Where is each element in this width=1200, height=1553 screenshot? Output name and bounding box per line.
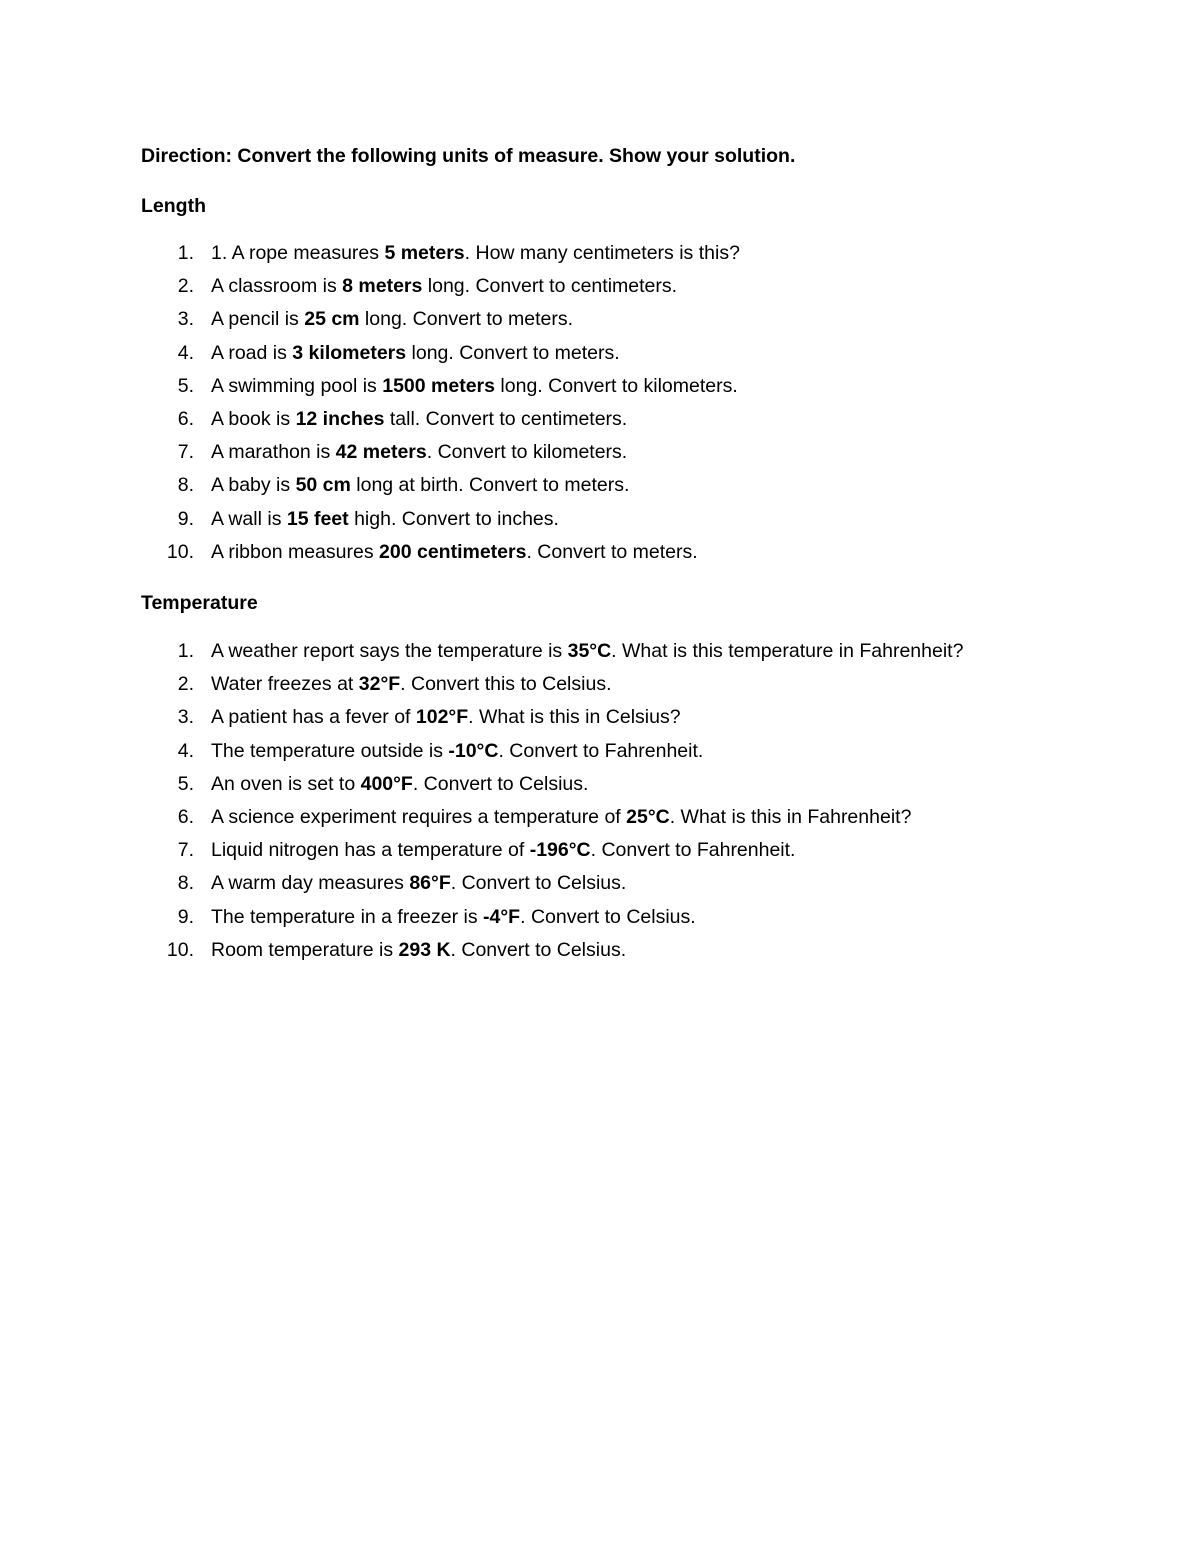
list-item-text	[211, 406, 627, 432]
list-item	[0, 273, 1200, 306]
list-item-text	[211, 804, 911, 830]
list-item-number: 10.	[166, 540, 194, 563]
list-item-text	[211, 704, 681, 730]
list-item-number: 5.	[177, 374, 194, 397]
list-item-number: 2.	[177, 275, 194, 298]
measurement-value: 3 kilometers	[292, 341, 407, 364]
question-text: A classroom is	[211, 275, 343, 298]
list-item	[0, 870, 1200, 903]
question-text: . Convert to meters.	[526, 540, 698, 563]
question-text: An oven is set to	[211, 772, 361, 795]
measurement-value: 15 feet	[286, 507, 349, 530]
list-item	[0, 472, 1200, 505]
measurement-value: 5 meters	[384, 242, 465, 264]
question-text: A book is	[211, 407, 296, 430]
measurement-value: -10°C	[448, 739, 499, 762]
question-text: . Convert to Fahrenheit.	[590, 839, 796, 862]
list-item-text	[211, 738, 703, 764]
question-text: high. Convert to inches.	[348, 507, 559, 530]
question-text: . Convert to Celsius.	[450, 872, 627, 895]
temperature-question-list	[0, 638, 1200, 970]
question-text: The temperature outside is	[211, 739, 449, 762]
list-item-number: 5.	[177, 772, 194, 795]
list-item	[0, 771, 1200, 804]
list-item-number: 9.	[177, 905, 194, 928]
list-item-text	[211, 306, 573, 332]
list-item-number: 6.	[177, 407, 194, 430]
list-item	[0, 804, 1200, 837]
question-text: . Convert to Fahrenheit.	[498, 739, 704, 762]
question-text: Liquid nitrogen has a temperature of	[211, 839, 530, 862]
measurement-value: 400°F	[360, 772, 413, 795]
list-item-number: 4.	[177, 341, 194, 364]
direction-text: Direction: Convert the following units of measure. Show your solution.	[141, 145, 796, 167]
measurement-value: 50 cm	[295, 474, 351, 497]
list-item	[0, 539, 1200, 572]
question-text: . What is this in Fahrenheit?	[669, 805, 912, 828]
measurement-value: 102°F	[415, 706, 469, 729]
list-item-number: 9.	[177, 507, 194, 530]
list-item	[0, 638, 1200, 671]
list-item-number: 8.	[177, 872, 194, 895]
section-heading-temperature: Temperature	[141, 592, 258, 614]
question-text: A warm day measures	[211, 872, 410, 895]
measurement-value: -196°C	[529, 839, 591, 862]
measurement-value: 32°F	[358, 673, 401, 696]
measurement-value: 200 centimeters	[379, 540, 527, 563]
list-item-text	[211, 904, 696, 930]
list-item-text	[211, 638, 963, 664]
list-item-text	[211, 240, 740, 266]
question-text: A science experiment requires a temperature of	[211, 805, 627, 828]
question-text: long. Convert to meters.	[406, 341, 620, 364]
list-item	[0, 937, 1200, 970]
question-text: The temperature in a freezer is	[211, 905, 484, 928]
question-text: A pencil is	[211, 308, 305, 331]
question-text: . Convert to kilometers.	[426, 441, 628, 464]
question-text: A weather report says the temperature is	[211, 640, 568, 662]
list-item-number: 10.	[166, 938, 194, 961]
list-item	[0, 240, 1200, 273]
list-item-text	[211, 671, 612, 697]
list-item	[0, 406, 1200, 439]
question-text: A swimming pool is	[211, 374, 383, 397]
list-item-number: 3.	[177, 308, 194, 331]
measurement-value: 42 meters	[335, 441, 427, 464]
question-text: Water freezes at	[211, 673, 359, 696]
question-text: 1. A rope measures	[211, 242, 385, 264]
list-item-number: 6.	[177, 805, 194, 828]
question-text: A wall is	[211, 507, 287, 530]
question-text: long. Convert to centimeters.	[422, 275, 678, 298]
list-item	[0, 837, 1200, 870]
list-item-number: 7.	[177, 441, 194, 464]
measurement-value: 1500 meters	[382, 374, 495, 397]
question-text: long. Convert to meters.	[359, 308, 574, 331]
question-text: . What is this temperature in Fahrenheit?	[611, 640, 964, 662]
list-item-number: 3.	[177, 706, 194, 729]
list-item-number: 2.	[177, 673, 194, 696]
list-item-number: 1.	[177, 242, 194, 264]
list-item-text	[211, 506, 559, 532]
list-item-number: 8.	[177, 474, 194, 497]
question-text: . Convert to Celsius.	[412, 772, 589, 795]
list-item-text	[211, 373, 738, 399]
measurement-value: 12 inches	[295, 407, 385, 430]
question-text: A road is	[211, 341, 293, 364]
list-item-text	[211, 439, 627, 465]
question-text: A ribbon measures	[211, 540, 380, 563]
list-item-text	[211, 837, 795, 863]
list-item-number: 7.	[177, 839, 194, 862]
list-item-text	[211, 870, 626, 896]
list-item	[0, 671, 1200, 704]
list-item	[0, 340, 1200, 373]
list-item	[0, 904, 1200, 937]
measurement-value: 8 meters	[342, 275, 423, 298]
measurement-value: 293 K	[398, 938, 451, 961]
list-item	[0, 306, 1200, 339]
list-item	[0, 704, 1200, 737]
list-item	[0, 738, 1200, 771]
length-question-list	[0, 240, 1200, 572]
list-item-text	[211, 472, 629, 498]
question-text: . Convert this to Celsius.	[400, 673, 612, 696]
question-text: long at birth. Convert to meters.	[350, 474, 630, 497]
question-text: tall. Convert to centimeters.	[384, 407, 628, 430]
question-text: Room temperature is	[211, 938, 399, 961]
list-item	[0, 373, 1200, 406]
list-item-number: 1.	[177, 640, 194, 662]
list-item-text	[211, 771, 588, 797]
measurement-value: -4°F	[483, 905, 521, 928]
section-heading-length: Length	[141, 195, 206, 217]
list-item-text	[211, 273, 677, 299]
question-text: . What is this in Celsius?	[468, 706, 681, 729]
question-text: . Convert to Celsius.	[520, 905, 696, 928]
measurement-value: 25 cm	[304, 308, 360, 331]
question-text: long. Convert to kilometers.	[495, 374, 738, 397]
question-text: . How many centimeters is this?	[464, 242, 740, 264]
question-text: A marathon is	[211, 441, 336, 464]
question-text: A baby is	[211, 474, 296, 497]
measurement-value: 25°C	[626, 805, 670, 828]
question-text: . Convert to Celsius.	[450, 938, 627, 961]
question-text: A patient has a fever of	[211, 706, 416, 729]
list-item-text	[211, 539, 698, 565]
measurement-value: 86°F	[409, 872, 451, 895]
list-item-text	[211, 937, 626, 963]
list-item-text	[211, 340, 620, 366]
list-item	[0, 506, 1200, 539]
list-item-number: 4.	[177, 739, 194, 762]
measurement-value: 35°C	[567, 640, 612, 662]
list-item	[0, 439, 1200, 472]
